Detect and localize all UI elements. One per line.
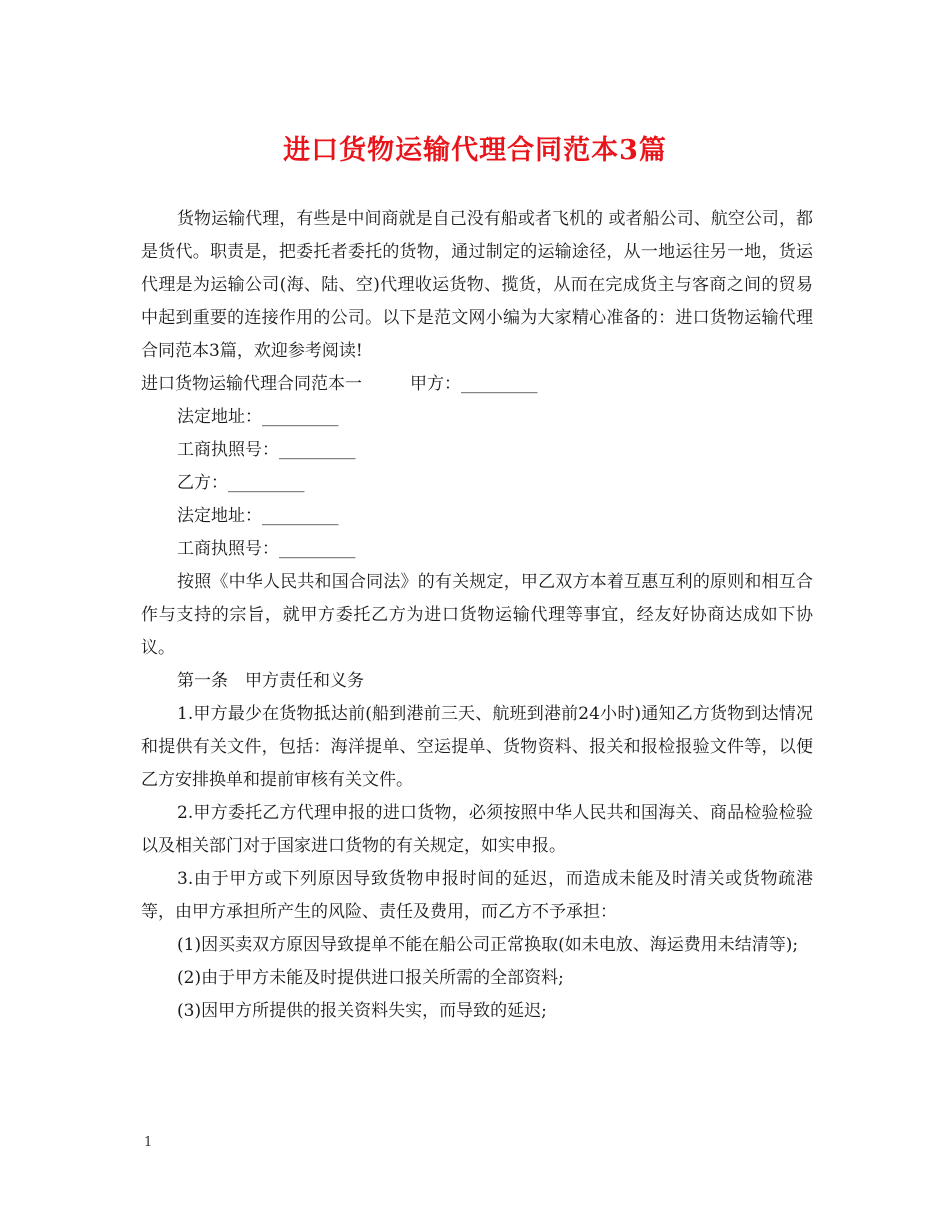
field-line	[141, 467, 813, 500]
party-a-address-label: 法定地址：	[177, 407, 262, 427]
party-a-blank: _________	[461, 374, 538, 394]
clause-paragraph: 1.甲方最少在货物抵达前(船到港前三天、航班到港前24小时)通知乙方货物到达情况和提供有关文件，包括：海洋提单、空运提单、货物资料、报关和报检报验文件等，以便乙方安排换单和提前审核有关文件。	[141, 704, 813, 790]
party-b-address-label: 法定地址：	[177, 506, 262, 526]
field-line	[141, 533, 813, 566]
party-a-license-blank: _________	[279, 440, 356, 460]
party-b-label: 乙方：	[177, 473, 228, 493]
document-body	[141, 203, 813, 1028]
article-heading: 第一条 甲方责任和义务	[177, 671, 364, 691]
clause-paragraph: (2)由于甲方未能及时提供进口报关所需的全部资料;	[177, 968, 564, 988]
party-a-address-blank: _________	[262, 407, 339, 427]
party-a-label: 甲方：	[410, 374, 461, 394]
party-b-blank: _________	[228, 473, 305, 493]
clause-paragraph: 2.甲方委托乙方代理申报的进口货物，必须按照中华人民共和国海关、商品检验检验以及相关部门对于国家进口货物的有关规定，如实申报。	[141, 803, 813, 856]
clause-paragraph: (3)因甲方所提供的报关资料失实，而导致的延迟;	[177, 1001, 547, 1021]
section-heading: 进口货物运输代理合同范本一	[141, 374, 362, 394]
field-line	[141, 401, 813, 434]
party-a-license-label: 工商执照号：	[177, 440, 279, 460]
field-line	[141, 500, 813, 533]
clause-paragraph: 3.由于甲方或下列原因导致货物申报时间的延迟，而造成未能及时清关或货物疏港等，由甲方承担所产生的风险、责任及费用，而乙方不予承担：	[141, 869, 813, 922]
party-b-license-label: 工商执照号：	[177, 539, 279, 559]
party-b-license-blank: _________	[279, 539, 356, 559]
preamble-paragraph: 按照《中华人民共和国合同法》的有关规定，甲乙双方本着互惠互利的原则和相互合作与支持的宗旨，就甲方委托乙方为进口货物运输代理等事宜，经友好协商达成如下协议。	[141, 572, 813, 658]
clause-paragraph: (1)因买卖双方原因导致提单不能在船公司正常换取(如未电放、海运费用未结清等);	[177, 935, 799, 955]
document-title: 进口货物运输代理合同范本3篇	[283, 135, 667, 166]
section-heading-line	[141, 368, 813, 401]
party-b-address-blank: _________	[262, 506, 339, 526]
page-number: 1	[144, 1135, 153, 1150]
field-line	[141, 434, 813, 467]
intro-paragraph: 货物运输代理，有些是中间商就是自己没有船或者飞机的 或者船公司、航空公司，都是货代。职责是，把委托者委托的货物，通过制定的运输途径，从一地运往另一地，货运代理是为运输公司(海、陆、空)代理收运货物、揽货，从而在完成货主与客商之间的贸易中起到重要的连接作用的公司。以下是范文网小编为大家精心准备的：进口货物运输代理合同范本3篇，欢迎参考阅读!	[141, 209, 813, 361]
